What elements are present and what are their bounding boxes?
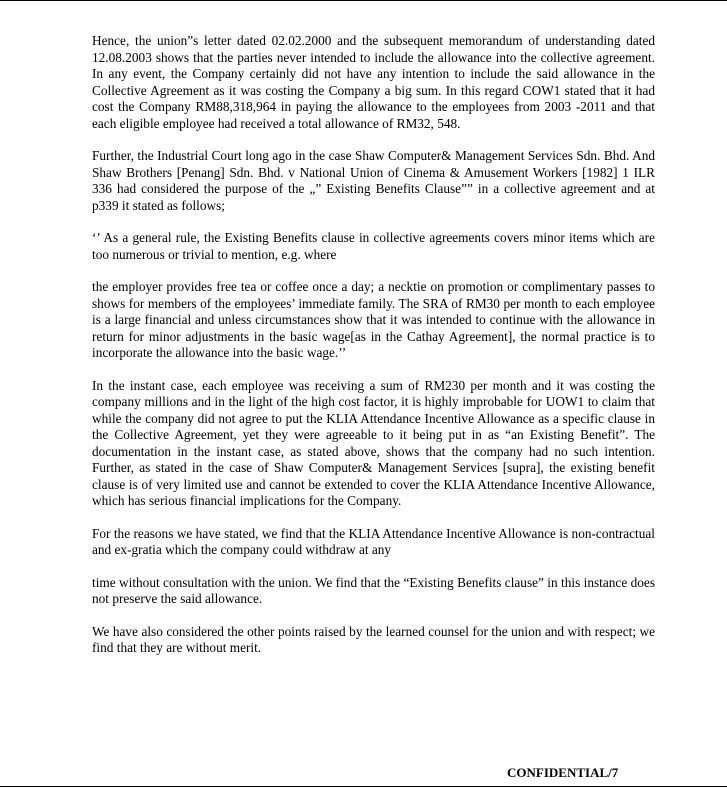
top-page-border bbox=[0, 0, 727, 1]
paragraph-industrial-court-case: Further, the Industrial Court long ago in the case Shaw Computer& Management Services Sdn. Bhd. And Shaw Brothers [Penang] Sdn. Bhd. v National Union of Cinema & Amusement Workers [1982] 1 ILR 336 had considered the purpose of the „” Existing Benefits Clause”” in a collective agreement and at p339 it stated as follows; bbox=[92, 148, 655, 213]
paragraph-other-points: We have also considered the other points raised by the learned counsel for the union and with respect; we find that they are without merit. bbox=[92, 623, 655, 655]
paragraph-union-letter: Hence, the union”s letter dated 02.02.2000 and the subsequent memorandum of understanding dated 12.08.2003 shows that the parties never intended to include the allowance into the collective agreement. In any event, the Company certainly did not have any intention to include the said allowance in the Collective Agreement as it was costing the Company a big sum. In this regard COW1 stated that it had cost the Company RM88,318,964 in paying the allowance to the employees from 2003 -2011 and that each eligible employee had received a total allowance of RM32, 548. bbox=[92, 33, 655, 131]
paragraph-quote-continued: the employer provides free tea or coffee once a day; a necktie on promotion or complimentary passes to shows for members of the employees’ immediate family. The SRA of RM30 per month to each employee is a large financial and unless circumstances show that it was intended to continue with the allowance in return for minor adjustments in the basic wage[as in the Cathay Agreement], the normal practice is to incorporate the allowance into the basic wage.’’ bbox=[92, 279, 655, 360]
bottom-page-border bbox=[0, 786, 727, 787]
paragraph-quote-general-rule: ‘’ As a general rule, the Existing Benefits clause in collective agreements covers minor items which are too numerous or trivial to mention, e.g. where bbox=[92, 230, 655, 262]
paragraph-reasons: For the reasons we have stated, we find that the KLIA Attendance Incentive Allowance is non-contractual and ex-gratia which the company could withdraw at any bbox=[92, 525, 655, 557]
confidential-footer: CONFIDENTIAL/7 bbox=[507, 765, 619, 780]
paragraph-without-consultation: time without consultation with the union. We find that the “Existing Benefits clause” in this instance does not preserve the said allowance. bbox=[92, 574, 655, 606]
paragraph-instant-case: In the instant case, each employee was receiving a sum of RM230 per month and it was costing the company millions and in the light of the high cost factor, it is highly improbable for UOW1 to claim that while the company did not agree to put the KLIA Attendance Incentive Allowance as a specific clause in the Collective Agreement, yet they were agreeable to it being put in as “an Existing Benefit”. The documentation in the instant case, as stated above, shows that the company had no such intention. Further, as stated in the case of Shaw Computer& Management Services [supra], the existing benefit clause is of very limited use and cannot be extended to cover the KLIA Attendance Incentive Allowance, which has serious financial implications for the Company. bbox=[92, 377, 655, 508]
document-body bbox=[92, 33, 655, 673]
